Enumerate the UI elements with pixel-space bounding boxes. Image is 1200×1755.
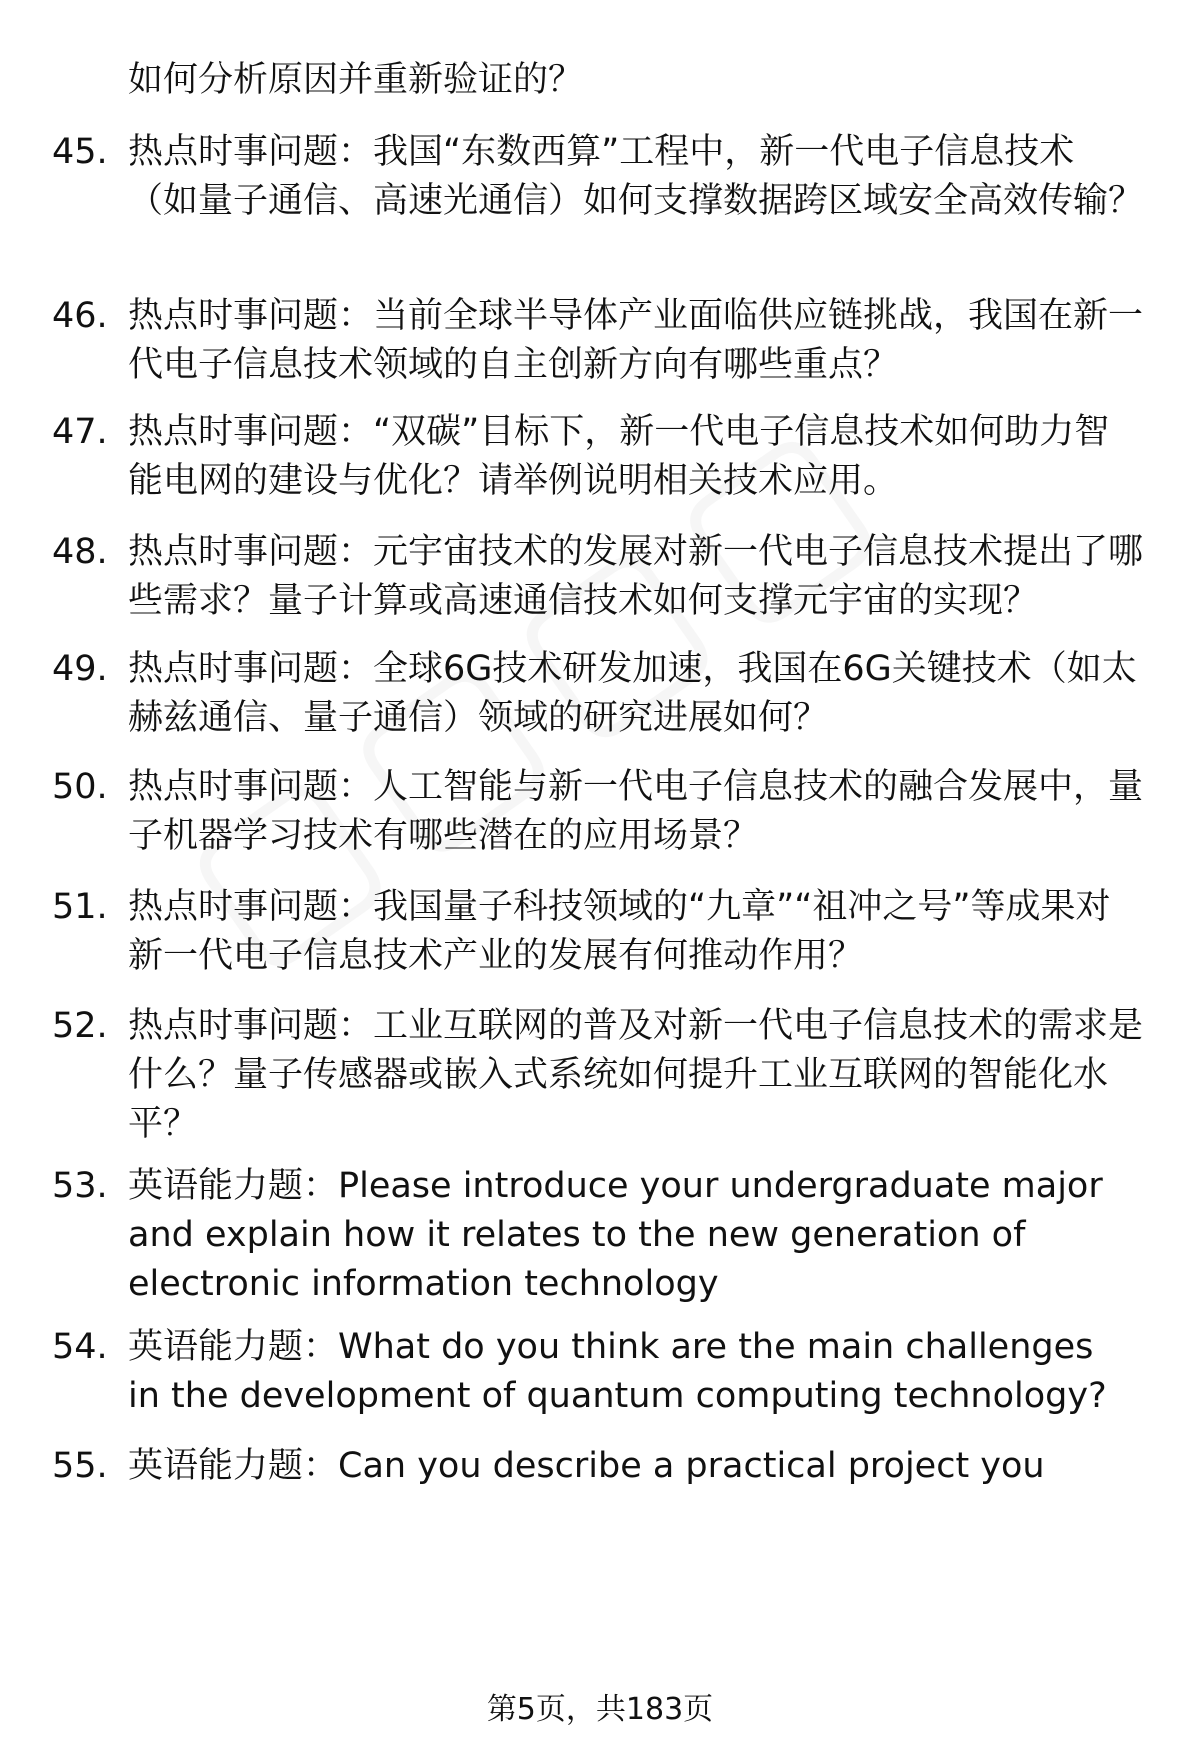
question-text: 英语能力题：Please introduce your undergraduate major and explain how it relates to the new generation of electronic information technology xyxy=(128,1166,1103,1304)
continuation-text: 如何分析原因并重新验证的？ xyxy=(128,60,584,100)
question-number: 54. xyxy=(52,1327,108,1367)
question-number: 53. xyxy=(52,1166,108,1206)
question-text: 热点时事问题：全球6G技术研发加速，我国在6G关键技术（如太赫兹通信、量子通信）领域的研究进展如何？ xyxy=(128,649,1137,738)
question-text: 热点时事问题：当前全球半导体产业面临供应链挑战，我国在新一代电子信息技术领域的自主创新方向有哪些重点？ xyxy=(128,296,1144,385)
question-number: 48. xyxy=(52,532,108,572)
question-text: 热点时事问题：“双碳”目标下，新一代电子信息技术如何助力智能电网的建设与优化？请举例说明相关技术应用。 xyxy=(128,412,1110,501)
question-text: 热点时事问题：我国量子科技领域的“九章”“祖冲之号”等成果对新一代电子信息技术产业的发展有何推动作用？ xyxy=(128,887,1111,976)
question-number: 49. xyxy=(52,649,108,689)
question-text: 热点时事问题：我国“东数西算”工程中，新一代电子信息技术（如量子通信、高速光通信）如何支撑数据跨区域安全高效传输？ xyxy=(128,132,1144,221)
question-number: 52. xyxy=(52,1006,108,1046)
question-text: 热点时事问题：元宇宙技术的发展对新一代电子信息技术提出了哪些需求？量子计算或高速通信技术如何支撑元宇宙的实现？ xyxy=(128,532,1144,621)
question-text: 英语能力题：What do you think are the main challenges in the development of quantum computing technology? xyxy=(128,1327,1107,1416)
question-number: 45. xyxy=(52,132,108,172)
question-number: 47. xyxy=(52,412,108,452)
question-number: 46. xyxy=(52,296,108,336)
question-number: 55. xyxy=(52,1446,108,1486)
question-text: 热点时事问题：工业互联网的普及对新一代电子信息技术的需求是什么？量子传感器或嵌入式系统如何提升工业互联网的智能化水平？ xyxy=(128,1006,1144,1144)
question-text: 英语能力题：Can you describe a practical project you xyxy=(128,1446,1045,1486)
question-number: 51. xyxy=(52,887,108,927)
page-footer: 第5页，共183页 xyxy=(486,1692,714,1727)
question-text: 热点时事问题：人工智能与新一代电子信息技术的融合发展中，量子机器学习技术有哪些潜在的应用场景？ xyxy=(128,767,1144,856)
question-number: 50. xyxy=(52,767,108,807)
